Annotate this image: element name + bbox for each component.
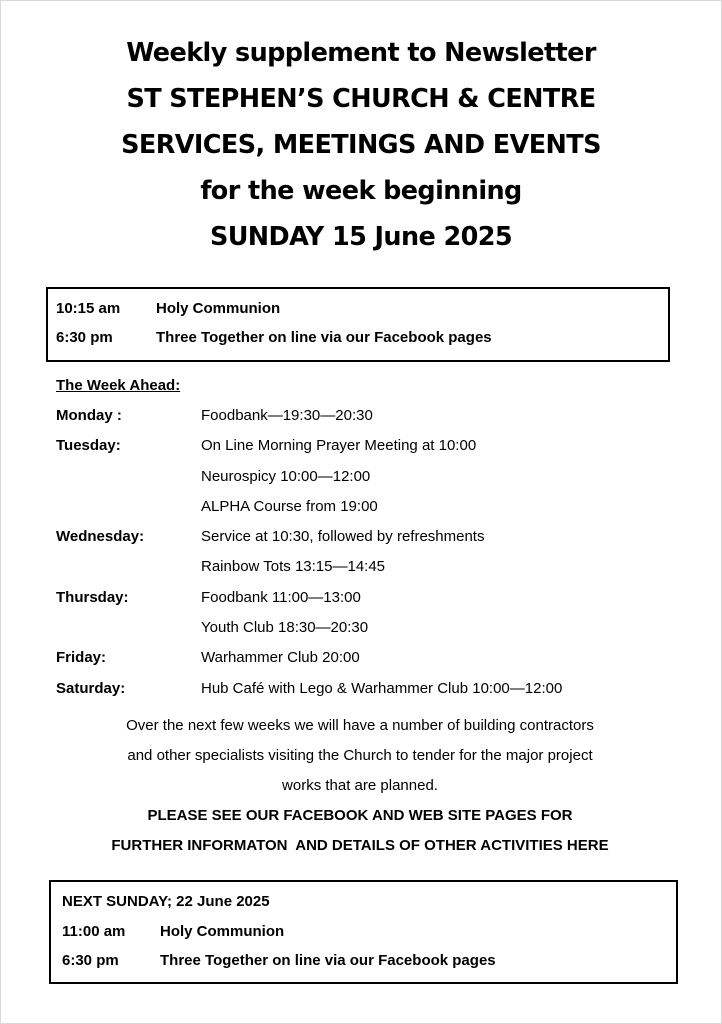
schedule-row	[56, 674, 696, 704]
notice-line: and other specialists visiting the Church to tender for the major project	[127, 747, 593, 764]
schedule-row	[56, 522, 696, 552]
schedule-event: Neurospicy 10:00—12:00	[201, 467, 371, 485]
service-row	[56, 294, 668, 323]
service-time: 10:15 am	[56, 300, 121, 317]
schedule-row	[56, 462, 696, 492]
title-line: SERVICES, MEETINGS AND EVENTS	[121, 130, 601, 160]
service-row	[62, 946, 676, 975]
service-row	[56, 323, 668, 352]
schedule-event: On Line Morning Prayer Meeting at 10:00	[201, 437, 477, 455]
schedule-event: Warhammer Club 20:00	[201, 649, 360, 667]
schedule-event: Foodbank—19:30—20:30	[201, 407, 373, 424]
notice-line: works that are planned.	[282, 777, 438, 794]
notice-caps-line: FURTHER INFORMATON AND DETAILS OF OTHER ACTIVITIES HERE	[111, 837, 609, 854]
title-line: for the week beginning	[200, 176, 522, 206]
schedule-row	[56, 552, 696, 582]
sunday-services-box	[46, 287, 670, 362]
schedule-event: Youth Club 18:30—20:30	[201, 619, 369, 637]
day-label: Monday :	[56, 407, 122, 424]
service-event: Three Together on line via our Facebook pages	[160, 952, 496, 969]
schedule-row	[56, 643, 696, 673]
title-line: ST STEPHEN’S CHURCH & CENTRE	[126, 84, 596, 114]
title-line: Weekly supplement to Newsletter	[126, 38, 596, 68]
service-time: 6:30 pm	[62, 952, 119, 969]
service-time: 11:00 am	[62, 923, 126, 940]
service-event: Three Together on line via our Facebook pages	[156, 329, 492, 346]
week-ahead-heading: The Week Ahead:	[56, 377, 181, 394]
schedule-row	[56, 492, 696, 522]
day-label	[56, 613, 201, 643]
schedule-row	[56, 431, 696, 461]
page-title	[0, 30, 722, 260]
schedule-row	[56, 401, 696, 431]
day-label	[56, 462, 201, 492]
day-label: Thursday:	[56, 588, 129, 606]
title-date: SUNDAY 15 June 2025	[209, 222, 513, 252]
day-label	[56, 492, 201, 522]
week-ahead-section	[56, 371, 696, 704]
service-event: Holy Communion	[156, 300, 281, 317]
notice-caps-line: PLEASE SEE OUR FACEBOOK AND WEB SITE PAGES FOR	[147, 807, 573, 824]
facebook-notice	[40, 801, 680, 861]
day-label: Wednesday:	[56, 528, 145, 546]
day-label	[56, 552, 201, 582]
schedule-event: Hub Café with Lego & Warhammer Club 10:00—12:00	[201, 679, 563, 697]
day-label: Tuesday:	[56, 437, 121, 455]
service-event: Holy Communion	[160, 923, 285, 940]
day-label: Saturday:	[56, 679, 126, 697]
next-sunday-box	[49, 880, 678, 984]
schedule-event: Rainbow Tots 13:15—14:45	[201, 558, 386, 576]
schedule-row	[56, 583, 696, 613]
service-row	[62, 917, 676, 946]
service-time: 6:30 pm	[56, 329, 113, 346]
next-sunday-heading: NEXT SUNDAY; 22 June 2025	[62, 893, 270, 910]
contractors-notice	[40, 711, 680, 801]
schedule-event: ALPHA Course from 19:00	[201, 497, 378, 515]
schedule-event: Service at 10:30, followed by refreshments	[201, 528, 485, 546]
schedule-event: Foodbank 11:00—13:00	[201, 588, 361, 606]
schedule-row	[56, 613, 696, 643]
notice-line: Over the next few weeks we will have a number of building contractors	[126, 717, 594, 734]
day-label: Friday:	[56, 649, 107, 667]
